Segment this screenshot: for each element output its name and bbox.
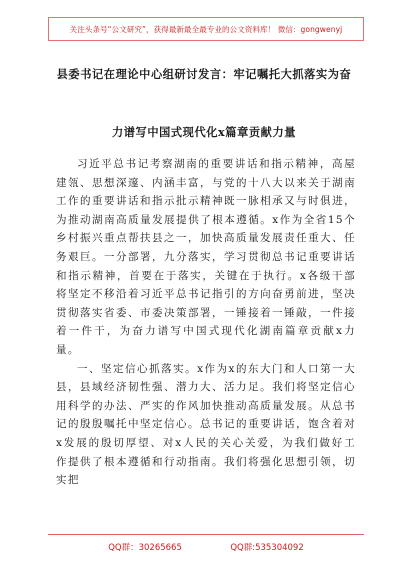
body-paragraph: 一、坚定信心抓落实。x作为x的东大门和人口第一大县，县域经济韧性强、潜力大、活力足。我们将坚定信心用科学的办法、严实的作风加快推动高质量发展。从总书记的殷殷嘱托中坚定信心。总书记的重要讲话，饱含着对x发展的殷切厚望、对x人民的关心关爱，为我们做好工作提供了根本遵循和行动指南。我们将强化思想引领，切实把 — [56, 362, 356, 487]
body-paragraph: 习近平总书记考察湖南的重要讲话和指示精神，高屋建瓴、思想深邃、内涵丰富，与党的十八大以来关于湖南工作的重要讲话和指示批示精神既一脉相承又与时俱进，为推动湖南高质量发展提供了根本遵循。x作为全省15个乡村振兴重点帮扶县之一，加快高质量发展责任重大、任务艰巨。一分部署，九分落实，学习贯彻总书记重要讲话和指示精神，首要在于落实，关键在于执行。x各级干部将坚定不移沿着习近平总书记指引的方向奋勇前进，坚决贯彻落实省委、市委决策部署，一锤接着一锤敲，一件接着一件干，为奋力谱写中国式现代化湖南篇章贡献x力量。 — [56, 158, 356, 356]
document-title-line-2: 力谱写中国式现代化x篇章贡献力量 — [111, 125, 297, 139]
footer-bar — [48, 534, 364, 558]
header-banner — [48, 17, 364, 41]
footer-qq-group-1: QQ群：30265665 — [108, 542, 182, 553]
footer-qq-group-2: QQ群:535304092 — [230, 542, 304, 553]
document-title-line-1: 县委书记在理论中心组研讨发言：牢记嘱托大抓落实为奋 — [56, 67, 352, 81]
header-banner-text: 关注头条号“公文研究”，获得最新最全最专业的公文资料库！ 微信：gongwenyj — [69, 24, 343, 34]
document-body — [56, 155, 356, 490]
